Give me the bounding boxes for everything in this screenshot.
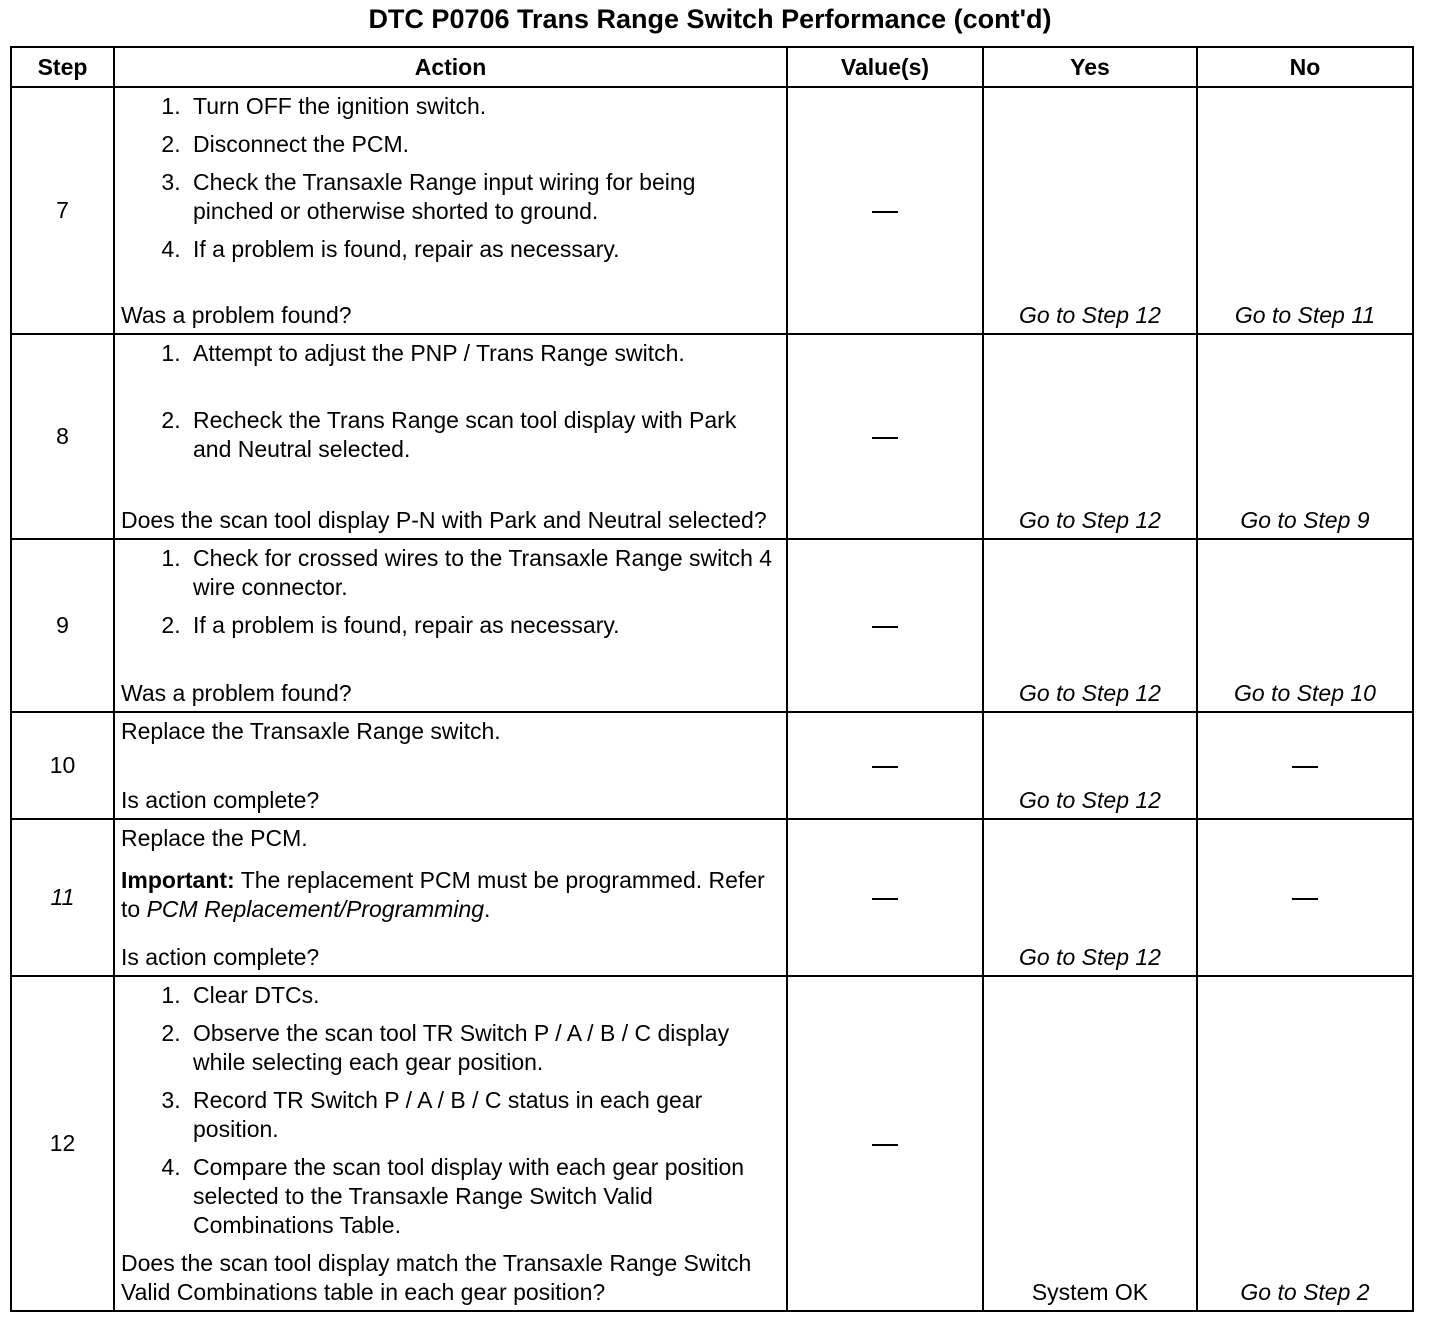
- yes-cell: Go to Step 12: [983, 712, 1197, 819]
- table-row: [11, 539, 1413, 712]
- list-item: 2. Recheck the Trans Range scan tool display with Park and Neutral selected.: [187, 406, 780, 464]
- table-row: [11, 712, 1413, 819]
- list-item: 2. If a problem is found, repair as necessary.: [187, 611, 780, 640]
- list-item: 1. Clear DTCs.: [187, 981, 780, 1010]
- action-cell: [114, 87, 787, 334]
- yes-cell: System OK: [983, 976, 1197, 1311]
- yes-cell: Go to Step 12: [983, 334, 1197, 539]
- table-row: [11, 334, 1413, 539]
- page-title: DTC P0706 Trans Range Switch Performance (cont'd): [368, 4, 1052, 34]
- important-reference: PCM Replacement/Programming: [146, 896, 485, 922]
- list-item: 1. Attempt to adjust the PNP / Trans Range switch.: [187, 339, 780, 368]
- action-cell: [114, 712, 787, 819]
- step-number: 9: [11, 539, 114, 712]
- header-yes: Yes: [983, 47, 1197, 87]
- no-cell: [1197, 819, 1413, 976]
- no-cell: Go to Step 11: [1197, 87, 1413, 334]
- action-text: Replace the PCM.: [121, 825, 308, 851]
- table-row: [11, 819, 1413, 976]
- action-question: Is action complete?: [121, 787, 320, 813]
- action-list: [121, 981, 780, 1249]
- header-action: Action: [114, 47, 787, 87]
- value-cell: [787, 334, 983, 539]
- list-item: 2. Disconnect the PCM.: [187, 130, 780, 159]
- action-list: [121, 339, 780, 473]
- action-question: Does the scan tool display P-N with Park and Neutral selected?: [121, 507, 767, 533]
- table-row: [11, 976, 1413, 1311]
- step-number: 10: [11, 712, 114, 819]
- step-number: 12: [11, 976, 114, 1311]
- list-item: 1. Check for crossed wires to the Transaxle Range switch 4 wire connector.: [187, 544, 780, 602]
- no-cell: [1197, 712, 1413, 819]
- action-cell: [114, 539, 787, 712]
- no-cell: Go to Step 2: [1197, 976, 1413, 1311]
- value-cell: [787, 976, 983, 1311]
- no-cell: Go to Step 9: [1197, 334, 1413, 539]
- value-cell: [787, 819, 983, 976]
- value-cell: [787, 712, 983, 819]
- action-list: [121, 92, 780, 273]
- header-row: [11, 47, 1413, 87]
- no-dash: [1292, 766, 1318, 768]
- value-dash: [872, 211, 898, 213]
- action-question: Was a problem found?: [121, 302, 352, 328]
- action-question: Is action complete?: [121, 944, 320, 970]
- list-item: 2. Observe the scan tool TR Switch P / A / B / C display while selecting each gear position.: [187, 1019, 780, 1077]
- diagnostic-table: [10, 46, 1414, 1312]
- value-dash: [872, 626, 898, 628]
- value-dash: [872, 1144, 898, 1146]
- table-row: [11, 87, 1413, 334]
- action-question: Does the scan tool display match the Transaxle Range Switch Valid Combinations table in each gear position?: [121, 1250, 752, 1305]
- list-item: 3. Record TR Switch P / A / B / C status in each gear position.: [187, 1086, 780, 1144]
- list-item: 3. Check the Transaxle Range input wiring for being pinched or otherwise shorted to ground.: [187, 168, 780, 226]
- important-end: .: [484, 896, 491, 922]
- value-cell: [787, 87, 983, 334]
- action-question: Was a problem found?: [121, 680, 352, 706]
- no-cell: Go to Step 10: [1197, 539, 1413, 712]
- yes-cell: Go to Step 12: [983, 539, 1197, 712]
- list-item: 4. If a problem is found, repair as necessary.: [187, 235, 780, 264]
- important-text: The replacement PCM must be programmed. Refer to: [121, 867, 765, 922]
- header-step: Step: [11, 47, 114, 87]
- yes-cell: Go to Step 12: [983, 87, 1197, 334]
- step-number: 7: [11, 87, 114, 334]
- step-number: 11: [11, 819, 114, 976]
- action-cell: [114, 819, 787, 976]
- list-item: 4. Compare the scan tool display with each gear position selected to the Transaxle Range Switch Valid Combinations Table.: [187, 1153, 780, 1240]
- step-number: 8: [11, 334, 114, 539]
- header-no: No: [1197, 47, 1413, 87]
- important-label: Important:: [121, 867, 235, 893]
- important-note: [121, 866, 780, 924]
- value-dash: [872, 766, 898, 768]
- value-cell: [787, 539, 983, 712]
- value-dash: [872, 898, 898, 900]
- header-values: Value(s): [787, 47, 983, 87]
- action-cell: [114, 976, 787, 1311]
- value-dash: [872, 437, 898, 439]
- action-cell: [114, 334, 787, 539]
- action-text: Replace the Transaxle Range switch.: [121, 718, 501, 744]
- no-dash: [1292, 898, 1318, 900]
- list-item: 1. Turn OFF the ignition switch.: [187, 92, 780, 121]
- yes-cell: Go to Step 12: [983, 819, 1197, 976]
- action-list: [121, 544, 780, 649]
